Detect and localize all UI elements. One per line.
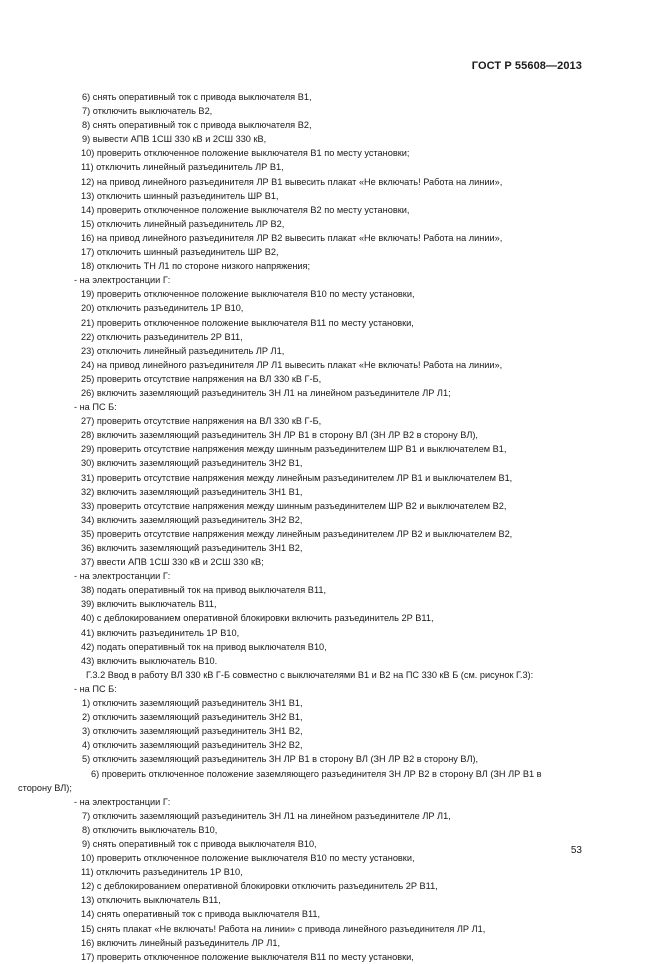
text-line: 7) отключить заземляющий разъединитель ЗН Л1 на линейном разъединителе ЛР Л1, (82, 810, 451, 821)
text-line: 32) включить заземляющий разъединитель ЗН1 В1, (81, 486, 303, 497)
document-header-standard: ГОСТ Р 55608—2013 (471, 60, 582, 72)
text-line: 36) включить заземляющий разъединитель ЗН1 В2, (81, 543, 303, 553)
text-line: 14) проверить отключенное положение выключателя В2 по месту установки, (81, 204, 410, 215)
text-line: 5) отключить заземляющий разъединитель ЗН ЛР В1 в сторону ВЛ (ЗН ЛР В2 в сторону ВЛ), (82, 754, 479, 765)
text-line: 25) проверить отсутствие напряжения на ВЛ 330 кВ Г-Б, (81, 373, 322, 384)
text-line: 33) проверить отсутствие напряжения между шинным разъединителем ШР В2 и выключателем В2, (81, 500, 507, 511)
text-line: 12) на привод линейного разъединителя ЛР В1 вывесить плакат «Не включать! Работа на линии», (81, 176, 503, 187)
text-line: 43) включить выключатель В10. (81, 655, 218, 666)
text-line: 13) отключить выключатель В11, (81, 895, 221, 906)
text-line: 12) с деблокированием оперативной блокировки отключить разъединитель 2Р В11, (81, 881, 438, 892)
text-line: 3) отключить заземляющий разъединитель ЗН1 В2, (82, 726, 303, 737)
text-line: 24) на привод линейного разъединителя ЛР Л1 вывесить плакат «Не включать! Работа на линии», (81, 359, 503, 370)
text-line: 17) проверить отключенное положение выключателя В11 по месту установки, (81, 951, 414, 962)
text-line: 18) отключить ТН Л1 по стороне низкого напряжения; (81, 261, 311, 272)
text-line: 41) включить разъединитель 1Р В10, (81, 627, 240, 638)
page-number: 53 (570, 845, 582, 856)
text-line: 6) проверить отключенное положение заземляющего разъединителя ЗН ЛР В2 в сторону ВЛ (ЗН ЛР В1 в (91, 768, 542, 779)
text-line: 13) отключить шинный разъединитель ШР В1, (81, 190, 279, 201)
text-line: 19) проверить отключенное положение выключателя В10 по месту установки, (81, 289, 415, 300)
text-line: 10) проверить отключенное положение выключателя В10 по месту установки, (81, 853, 415, 864)
text-line: 27) проверить отсутствие напряжения на ВЛ 330 кВ Г-Б, (81, 416, 322, 427)
text-line: 11) отключить разъединитель 1Р В10, (81, 867, 243, 878)
text-line: 35) проверить отсутствие напряжения между линейным разъединителем ЛР В2 и выключателем В2, (81, 528, 513, 539)
text-line: 8) снять оперативный ток с привода выключателя В2, (82, 120, 312, 131)
text-line: 37) ввести АПВ 1СШ 330 кВ и 2СШ 330 кВ; (81, 557, 264, 568)
text-line: 9) снять оперативный ток с привода выключателя В10, (82, 838, 317, 849)
text-line: 6) снять оперативный ток с привода выключателя В1, (82, 92, 312, 102)
text-line: 26) включить заземляющий разъединитель ЗН Л1 на линейном разъединителе ЛР Л1; (81, 387, 451, 398)
document-body (18, 90, 586, 964)
text-line: 20) отключить разъединитель 1Р В10, (81, 303, 244, 314)
text-line: - на ПС Б: (74, 683, 117, 694)
text-line: 34) включить заземляющий разъединитель ЗН2 В2, (81, 514, 303, 525)
text-line: 9) вывести АПВ 1СШ 330 кВ и 2СШ 330 кВ, (82, 134, 267, 145)
text-line: 2) отключить заземляющий разъединитель ЗН2 В1, (82, 712, 303, 723)
text-line: 31) проверить отсутствие напряжения между линейным разъединителем ЛР В1 и выключателем В1, (81, 472, 513, 483)
text-line: 39) включить выключатель В11, (81, 599, 217, 610)
text-line: 11) отключить линейный разъединитель ЛР В1, (81, 162, 284, 173)
text-line: 42) подать оперативный ток на привод выключателя В10, (81, 641, 327, 652)
text-line: 21) проверить отключенное положение выключателя В11 по месту установки, (81, 317, 414, 328)
text-line: 4) отключить заземляющий разъединитель ЗН2 В2, (82, 740, 303, 751)
text-line: 38) подать оперативный ток на привод выключателя В11, (81, 585, 327, 596)
text-line: 1) отключить заземляющий разъединитель ЗН1 В1, (82, 698, 303, 709)
text-line: 29) проверить отсутствие напряжения между шинным разъединителем ШР В1 и выключателем В1, (81, 444, 507, 455)
text-line: 15) отключить линейный разъединитель ЛР В2, (81, 218, 285, 229)
text-line: сторону ВЛ); (18, 782, 72, 793)
text-line: - на электростанции Г: (74, 571, 171, 582)
text-line: 22) отключить разъединитель 2Р В11, (81, 331, 243, 342)
text-line: 16) включить линейный разъединитель ЛР Л1, (81, 937, 281, 948)
text-line: 16) на привод линейного разъединителя ЛР В2 вывесить плакат «Не включать! Работа на линии», (81, 232, 503, 243)
text-line: 10) проверить отключенное положение выключателя В1 по месту установки; (81, 148, 410, 159)
text-line: 14) снять оперативный ток с привода выключателя В11, (81, 909, 321, 920)
text-line: Г.3.2 Ввод в работу ВЛ 330 кВ Г-Б совместно с выключателями В1 и В2 на ПС 330 кВ Б (см. рисунок Г.3): (86, 669, 534, 680)
text-line: - на электростанции Г: (74, 796, 171, 807)
text-line: 30) включить заземляющий разъединитель ЗН2 В1, (81, 458, 303, 469)
text-line: - на электростанции Г: (74, 275, 171, 286)
text-line: 17) отключить шинный разъединитель ШР В2, (81, 247, 279, 258)
text-line: 28) включить заземляющий разъединитель ЗН ЛР В1 в сторону ВЛ (ЗН ЛР В2 в сторону ВЛ), (81, 430, 478, 441)
text-line: - на ПС Б: (74, 402, 117, 413)
text-line: 40) с деблокированием оперативной блокировки включить разъединитель 2Р В11, (81, 613, 434, 624)
text-line: 23) отключить линейный разъединитель ЛР Л1, (81, 345, 285, 356)
text-line: 7) отключить выключатель В2, (82, 106, 213, 117)
text-line: 8) отключить выключатель В10, (82, 824, 218, 835)
text-line: 15) снять плакат «Не включать! Работа на линии» с привода линейного разъединителя ЛР Л1, (81, 923, 486, 934)
